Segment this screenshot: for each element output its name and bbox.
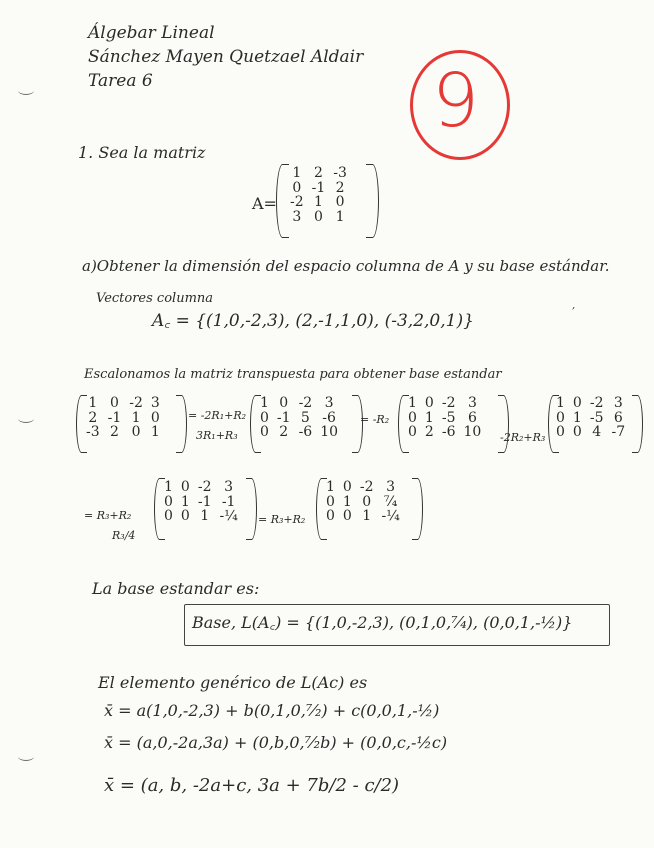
base-answer: Base, L(A꜀) = {(1,0,-2,3), (0,1,0,⁷⁄₄), (0,0,1,-½)} — [192, 613, 573, 632]
matrix-cell: 1 — [342, 493, 352, 510]
matrix-cell: 4 — [592, 424, 602, 441]
matrix-cell: 10 — [463, 424, 482, 441]
matrix-cell: 5 — [300, 409, 310, 426]
matrix-cell: 0 — [408, 424, 417, 441]
matrix-cell: -2 — [290, 194, 304, 211]
matrix-row — [82, 425, 164, 440]
equation-1: x̄ = a(1,0,-2,3) + b(0,1,0,⁷⁄₂) + c(0,0,1,-½) — [104, 701, 440, 720]
matrix-cell: 2 — [110, 424, 119, 441]
matrix-cell: 0 — [556, 424, 565, 441]
matrix-cell: 0 — [150, 409, 160, 426]
matrix-cell: 0 — [292, 179, 302, 196]
bracket — [246, 478, 257, 540]
matrix-cell: -2 — [589, 395, 604, 411]
reduce-text: Escalonamos la matriz transpuesta para obtener base estandar — [84, 367, 502, 382]
base-label: La base estandar es: — [92, 579, 260, 598]
matrix-cell: 1 — [362, 508, 372, 525]
matrix-cell: 0 — [314, 209, 323, 226]
matrix-cell: 1 — [260, 395, 269, 411]
matrix-row — [82, 411, 164, 426]
matrix-step-2 — [256, 396, 342, 440]
matrix-cell: 0 — [572, 395, 582, 411]
matrix-cell: -1 — [276, 409, 291, 426]
matrix-cell: 3 — [324, 395, 334, 411]
matrix-a — [286, 166, 351, 225]
matrix-cell: 1 — [200, 508, 210, 525]
matrix-cell: -5 — [589, 409, 604, 426]
matrix-cell: 3 — [150, 395, 160, 411]
matrix-cell: 1 — [292, 165, 302, 181]
matrix-cell: 2 — [314, 165, 323, 181]
matrix-cell: 2 — [424, 424, 434, 441]
matrix-row — [552, 425, 629, 440]
matrix-bracket-right — [366, 164, 379, 238]
matrix-cell: 0 — [180, 479, 190, 495]
matrix-cell: 1 — [408, 395, 417, 411]
matrix-cell: 0 — [164, 493, 173, 510]
matrix-row — [256, 425, 342, 440]
matrix-row — [256, 396, 342, 411]
matrix-cell: -1 — [311, 179, 326, 196]
matrix-cell: 3 — [224, 479, 234, 495]
matrix-cell: -3 — [333, 165, 347, 181]
matrix-row — [256, 411, 342, 426]
generic-label: El elemento genérico de L(Ac) es — [98, 673, 368, 692]
matrix-cell: 6 — [467, 409, 477, 426]
matrix-row — [160, 509, 242, 524]
matrix-cell: -2 — [197, 479, 212, 495]
matrix-cell: -¼ — [381, 508, 400, 525]
margin-mark — [18, 86, 34, 95]
matrix-step-5 — [160, 480, 242, 524]
row-op: R₃/4 — [112, 529, 136, 542]
matrix-cell: 0 — [260, 409, 269, 426]
matrix-cell: -2 — [298, 395, 313, 411]
matrix-row — [404, 396, 485, 411]
stray-mark: , — [572, 300, 576, 311]
matrix-cell: -3 — [86, 424, 100, 441]
matrix-cell: -6 — [298, 424, 313, 441]
matrix-cell: 0 — [326, 508, 335, 525]
matrix-cell: 3 — [467, 395, 477, 411]
matrix-cell: 1 — [164, 479, 173, 495]
matrix-cell: -6 — [322, 409, 336, 426]
matrix-row — [404, 411, 485, 426]
row-op: = R₃+R₂ — [84, 509, 132, 522]
matrix-cell: 1 — [150, 424, 160, 441]
equation-2: x̄ = (a,0,-2a,3a) + (0,b,0,⁷⁄₂b) + (0,0,c,-½c) — [104, 733, 448, 752]
matrix-row — [322, 509, 404, 524]
matrix-cell: 2 — [88, 409, 98, 426]
matrix-cell: 2 — [279, 424, 289, 441]
vectors-label: Vectores columna — [96, 291, 214, 306]
row-op: -2R₂+R₃ — [500, 431, 546, 444]
matrix-cell: -1 — [197, 493, 212, 510]
matrix-row — [286, 210, 351, 225]
matrix-row — [286, 195, 351, 210]
matrix-label: A= — [252, 194, 277, 213]
matrix-cell: -7 — [611, 424, 626, 441]
margin-mark — [18, 414, 34, 423]
matrix-cell: -1 — [107, 409, 122, 426]
matrix-row — [552, 396, 629, 411]
matrix-cell: 10 — [320, 424, 339, 441]
matrix-cell: 0 — [110, 395, 119, 411]
matrix-cell: 0 — [342, 508, 352, 525]
part-a-question: a)Obtener la dimensión del espacio columna de A y su base estándar. — [82, 257, 610, 275]
matrix-cell: 1 — [326, 479, 335, 495]
matrix-row — [82, 396, 164, 411]
matrix-cell: 1 — [556, 395, 565, 411]
matrix-cell: 0 — [164, 508, 173, 525]
matrix-cell: 0 — [424, 395, 434, 411]
matrix-cell: 0 — [131, 424, 141, 441]
row-op: = R₃+R₂ — [258, 513, 306, 526]
matrix-cell: 0 — [556, 409, 565, 426]
bracket — [632, 395, 643, 453]
grade-number: 9 — [432, 58, 480, 144]
row-op: = -R₂ — [360, 413, 390, 426]
matrix-row — [322, 480, 404, 495]
matrix-cell: 3 — [292, 209, 302, 226]
matrix-step-1 — [82, 396, 164, 440]
problem-intro: 1. Sea la matriz — [78, 143, 206, 162]
matrix-cell: 1 — [88, 395, 98, 411]
row-op: 3R₁+R₃ — [196, 429, 238, 442]
matrix-cell: 0 — [335, 194, 345, 211]
matrix-row — [322, 495, 404, 510]
matrix-cell: -2 — [129, 395, 143, 411]
matrix-cell: 1 — [424, 409, 434, 426]
matrix-row — [552, 411, 629, 426]
matrix-row — [286, 181, 351, 196]
matrix-cell: 0 — [326, 493, 335, 510]
matrix-cell: 0 — [342, 479, 352, 495]
assignment-title: Tarea 6 — [88, 71, 153, 91]
column-vector-set: A꜀ = {(1,0,-2,3), (2,-1,1,0), (-3,2,0,1)} — [152, 311, 474, 331]
matrix-row — [404, 425, 485, 440]
matrix-cell: -¼ — [219, 508, 238, 525]
bracket — [498, 395, 509, 453]
matrix-cell: -5 — [441, 409, 456, 426]
matrix-cell: 6 — [613, 409, 623, 426]
matrix-cell: 3 — [386, 479, 396, 495]
matrix-step-3 — [404, 396, 485, 440]
matrix-cell: 2 — [335, 179, 345, 196]
row-op: = -2R₁+R₂ — [188, 409, 247, 422]
margin-mark — [18, 752, 34, 761]
matrix-cell: 0 — [180, 508, 190, 525]
matrix-cell: 0 — [279, 395, 289, 411]
student-name: Sánchez Mayen Quetzael Aldair — [88, 47, 364, 67]
matrix-cell: 1 — [572, 409, 582, 426]
matrix-cell: 1 — [180, 493, 190, 510]
matrix-cell: 0 — [260, 424, 269, 441]
bracket — [176, 395, 187, 453]
matrix-cell: -2 — [359, 479, 374, 495]
bracket — [412, 478, 423, 540]
matrix-cell: 1 — [335, 209, 345, 226]
matrix-step-6 — [322, 480, 404, 524]
matrix-cell: 3 — [613, 395, 623, 411]
matrix-row — [286, 166, 351, 181]
course-title: Álgebar Lineal — [88, 23, 215, 43]
matrix-cell: ⁷⁄₄ — [383, 493, 398, 510]
matrix-cell: -6 — [441, 424, 456, 441]
matrix-cell: 1 — [131, 409, 141, 426]
matrix-cell: 0 — [408, 409, 417, 426]
matrix-row — [160, 495, 242, 510]
matrix-cell: 0 — [572, 424, 582, 441]
matrix-step-4 — [552, 396, 629, 440]
equation-3: x̄ = (a, b, -2a+c, 3a + 7b/2 - c/2) — [104, 775, 400, 796]
matrix-cell: -2 — [441, 395, 456, 411]
matrix-cell: 1 — [314, 194, 323, 211]
matrix-cell: -1 — [221, 493, 236, 510]
matrix-row — [160, 480, 242, 495]
matrix-cell: 0 — [362, 493, 372, 510]
